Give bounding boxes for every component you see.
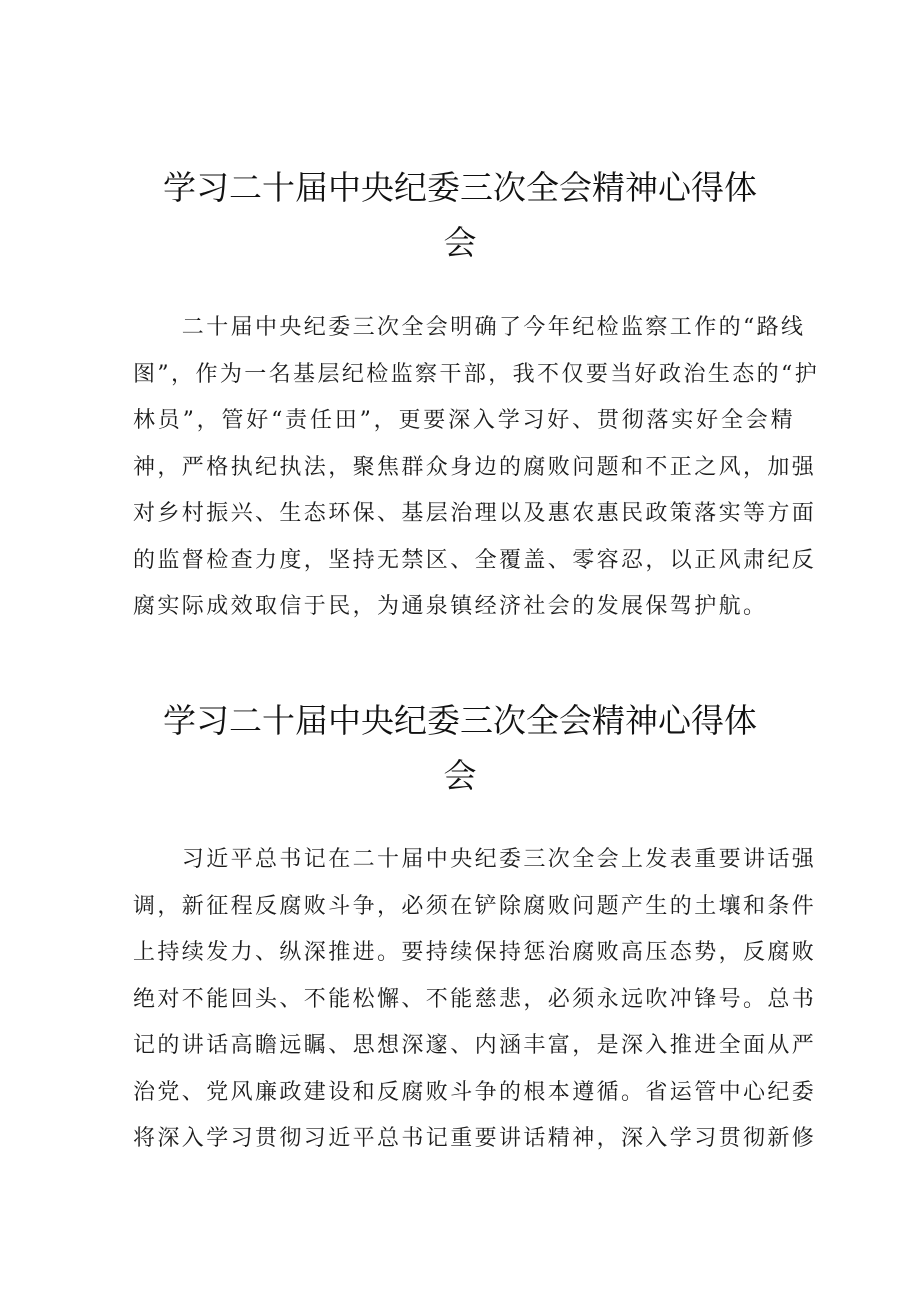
paragraph-line: 治党、党风廉政建设和反腐败斗争的根本遵循。省运管中心纪委 [133, 1079, 817, 1105]
paragraph-line: 将深入学习贯彻习近平总书记重要讲话精神，深入学习贯彻新修 [133, 1126, 817, 1151]
paragraph-line: 二十届中央纪委三次全会明确了今年纪检监察工作的“路线 [133, 315, 806, 340]
paragraph-line: 图”，作为一名基层纪检监察干部，我不仅要当好政治生态的“护 [133, 361, 820, 387]
paragraph-line: 林员”，管好“责任田”，更要深入学习好、贯彻落实好全会精 [133, 408, 795, 433]
paragraph-line: 腐实际成效取信于民，为通泉镇经济社会的发展保驾护航。 [133, 594, 768, 619]
section-title-line: 会 [443, 756, 477, 795]
paragraph-line: 记的讲话高瞻远瞩、思想深邃、内涵丰富，是深入推进全面从严 [133, 1033, 817, 1058]
section-title-line: 会 [443, 223, 477, 262]
paragraph-line: 调，新征程反腐败斗争，必须在铲除腐败问题产生的土壤和条件 [133, 893, 817, 919]
paragraph-line: 的监督检查力度，坚持无禁区、全覆盖、零容忍，以正风肃纪反 [133, 547, 817, 573]
body-paragraph [133, 837, 817, 1163]
paragraph-line: 习近平总书记在二十届中央纪委三次全会上发表重要讲话强 [133, 847, 817, 872]
section-title [160, 693, 760, 803]
paragraph-line: 绝对不能回头、不能松懈、不能慈悲，必须永远吹冲锋号。总书 [133, 986, 817, 1012]
section-title-line: 学习二十届中央纪委三次全会精神心得体 [163, 168, 757, 207]
section-title-line: 学习二十届中央纪委三次全会精神心得体 [163, 701, 757, 740]
paragraph-line: 上持续发力、纵深推进。要持续保持惩治腐败高压态势，反腐败 [133, 940, 817, 965]
paragraph-line: 对乡村振兴、生态环保、基层治理以及惠农惠民政策落实等方面 [133, 501, 817, 526]
section-title [160, 160, 760, 270]
body-paragraph [133, 305, 820, 631]
paragraph-line: 神，严格执纪执法，聚焦群众身边的腐败问题和不正之风，加强 [133, 454, 817, 480]
